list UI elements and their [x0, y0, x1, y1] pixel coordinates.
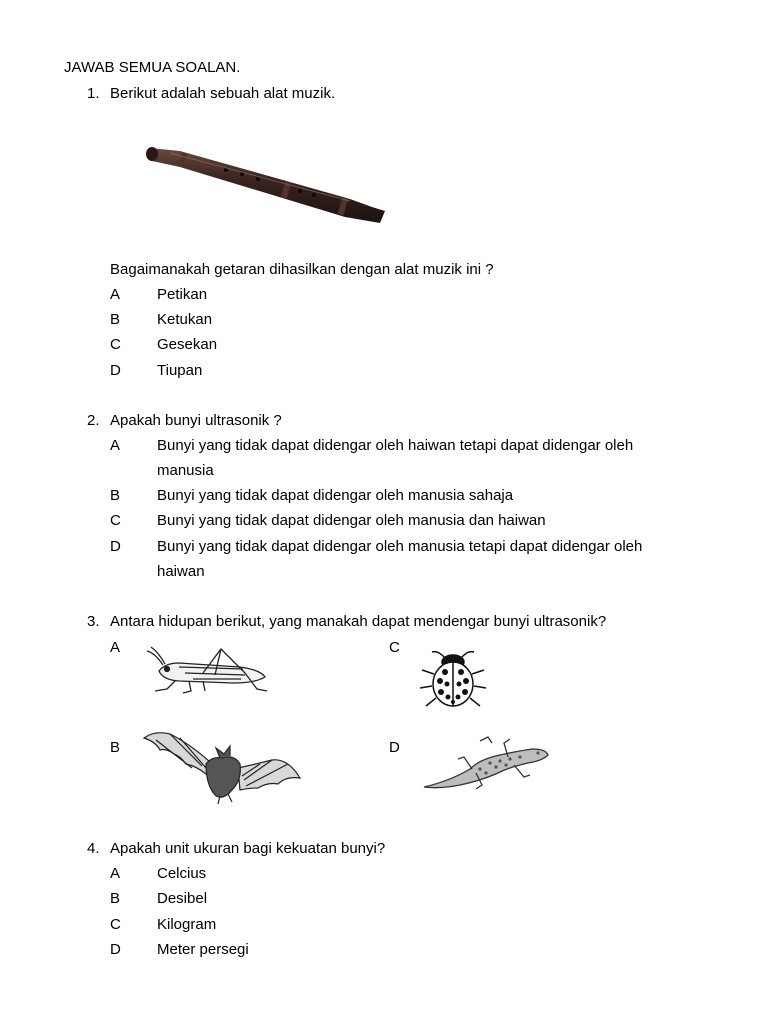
q2-option-d-letter: D — [110, 538, 121, 555]
q2-option-d-line2: haiwan — [157, 563, 205, 580]
q2-option-d-line1: Bunyi yang tidak dapat didengar oleh manusia tetapi dapat didengar oleh — [157, 538, 643, 555]
q2-option-c-text: Bunyi yang tidak dapat didengar oleh manusia dan haiwan — [157, 512, 546, 529]
q4-option-a-letter: A — [110, 865, 121, 882]
q1-option-a-letter: A — [110, 286, 121, 303]
q3-option-a-letter: A — [110, 639, 121, 656]
q1-option-b-letter: B — [110, 311, 121, 328]
q4-option-d-letter: D — [110, 941, 121, 958]
q2-option-a-letter: A — [110, 437, 121, 454]
question-3-number: 3. — [87, 613, 100, 630]
q1-option-c-letter: C — [110, 336, 121, 353]
q1-option-b-text: Ketukan — [157, 311, 213, 328]
question-1-prompt: Bagaimanakah getaran dihasilkan dengan alat muzik ini ? — [110, 261, 494, 278]
q4-option-b-text: Desibel — [157, 890, 208, 907]
q4-option-c-letter: C — [110, 916, 121, 933]
q2-option-b-text: Bunyi yang tidak dapat didengar oleh manusia sahaja — [157, 487, 514, 504]
question-2-text: Apakah bunyi ultrasonik ? — [110, 412, 282, 429]
q3-option-b-letter: B — [110, 739, 121, 756]
grasshopper-icon — [145, 643, 270, 695]
q1-option-d-letter: D — [110, 362, 121, 379]
instruction-heading: JAWAB SEMUA SOALAN. — [64, 59, 241, 76]
q4-option-b-letter: B — [110, 890, 121, 907]
bat-icon — [140, 724, 305, 806]
q2-option-b-letter: B — [110, 487, 121, 504]
q1-option-c-text: Gesekan — [157, 336, 218, 353]
question-4-text: Apakah unit ukuran bagi kekuatan bunyi? — [110, 840, 386, 857]
q1-option-a-text: Petikan — [157, 286, 208, 303]
q3-option-d-letter: D — [389, 739, 400, 756]
question-3-text: Antara hidupan berikut, yang manakah dapat mendengar bunyi ultrasonik? — [110, 613, 607, 630]
question-1-text: Berikut adalah sebuah alat muzik. — [110, 85, 336, 102]
gecko-icon — [420, 733, 552, 793]
q2-option-a-line2: manusia — [157, 462, 214, 479]
q1-option-d-text: Tiupan — [157, 362, 203, 379]
q2-option-c-letter: C — [110, 512, 121, 529]
q3-option-c-letter: C — [389, 639, 400, 656]
question-4-number: 4. — [87, 840, 100, 857]
question-2-number: 2. — [87, 412, 100, 429]
q4-option-c-text: Kilogram — [157, 916, 217, 933]
recorder-icon — [140, 135, 390, 235]
q2-option-a-line1: Bunyi yang tidak dapat didengar oleh haiwan tetapi dapat didengar oleh — [157, 437, 634, 454]
question-1-number: 1. — [87, 85, 100, 102]
q4-option-a-text: Celcius — [157, 865, 207, 882]
ladybug-icon — [418, 648, 488, 712]
q4-option-d-text: Meter persegi — [157, 941, 249, 958]
